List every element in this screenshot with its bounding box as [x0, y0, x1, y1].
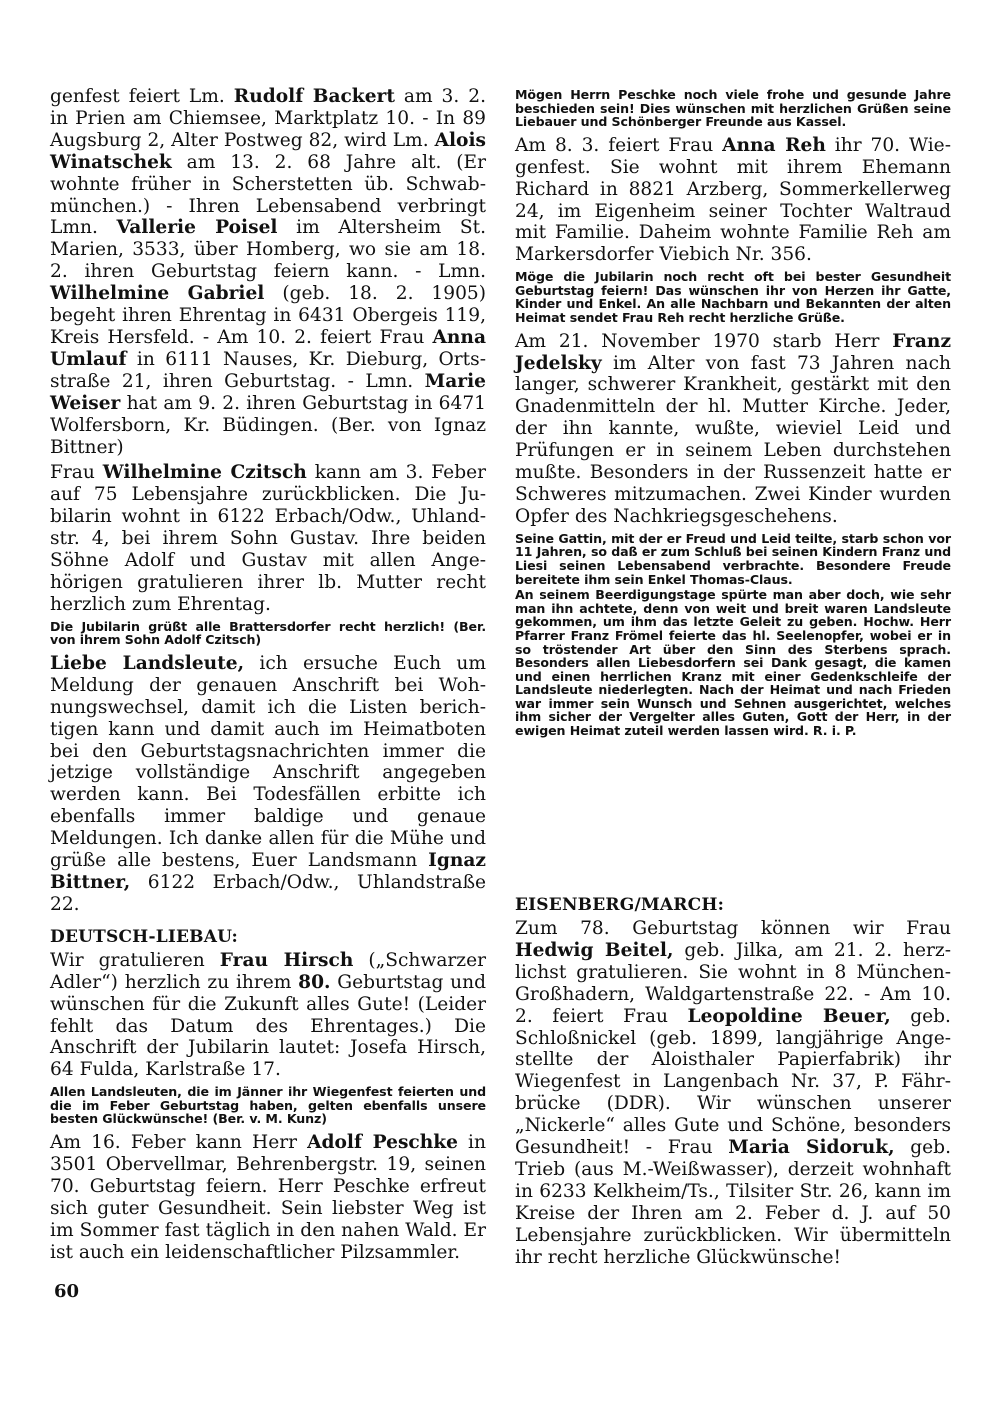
text-segment: An seinem Beerdigungstage spürte man aber doch, wie sehr man ihn achtete, denn von weit und breit waren Landsleute gekommen, um ihm das letzte Geleit zu geben. Hochw. Herr Pfarrer Franz Frömel feierte das hl. Seelenopfer, wobei er in so tröstender Art über den Sinn des Sterbens sprach. Besonders allen Liebesdorfern sei Dank gesagt, die kamen und einen herrlichen Kranz mit einer Gedenkschleife der Landsleute niederlegten. Nach der Heimat und nach Frieden war immer sein Wunsch und Sehnen ausgerichtet, welches ihm sicher der Vergelter alles Guten, Gott der Herr, in der ewigen Heimat zuteil werden lassen wird. R. i. P. [515, 587, 951, 739]
bold-name: Frau Hirsch [219, 949, 354, 971]
text-segment: kann am 3. Feber auf 75 Lebensjahre zurückblicken. Die Jubilarin wohnt in 6122 Erbach/Odw., Uhlandstr. 4, bei ihrem Sohn Gustav. Ihre beiden Söhne Adolf und Gustav mit allen Angehörigen gratulieren ihrer lb. Mutter recht herzlich zum Ehrentag. [50, 462, 486, 615]
bold-name: Liebe Landsleute, [50, 652, 245, 674]
article-paragraph [50, 653, 486, 916]
text-segment: Zum 78. Geburtstag können wir Frau [515, 918, 951, 939]
small-print-paragraph [515, 270, 951, 324]
text-segment: Die Jubilarin grüßt alle Brattersdorfer recht herzlich! (Ber. von ihrem Sohn Adolf Czitsch) [50, 618, 486, 648]
small-print-paragraph [50, 620, 486, 647]
text-segment: hat am 9. 2. ihren Geburtstag in 6471 Wolfersborn, Kr. Büdingen. (Ber. von Ignaz Bittner) [50, 392, 486, 458]
text-segment: Wir gratulieren [50, 949, 220, 971]
bold-name: Vallerie Poisel [116, 217, 278, 239]
bold-name: Alois Winatschek [50, 129, 486, 173]
small-print-paragraph [50, 1085, 486, 1126]
text-segment: (geb. 18. 2. 1905) begeht ihren Ehrentag in 6431 Obergeis 119, Kreis Hersfeld. - Am 10. 2. feiert Frau [50, 283, 486, 348]
bold-name: Maria Sidoruk, [728, 1137, 895, 1159]
right-column [515, 86, 951, 1273]
article-paragraph [515, 918, 951, 1269]
text-segment: geb. Trieb (aus M.-Weißwasser), derzeit wohnhaft in 6233 Kelkheim/Ts., Tilsiter Str. 26, kann im Kreise der Ihren am 2. Feber d. J. auf 50 Lebensjahre zurückblicken. Wir übermitteln ihr recht herzliche Glückwünsche! [515, 1137, 951, 1268]
text-segment: ich ersuche Euch um Meldung der genauen Anschrift bei Wohnungswechsel, damit ich die Listen berichtigen kann und damit auch im Heimatboten bei den Geburtstagsnachrichten immer die jetzige vollständige Anschrift angegeben werden kann. Bei Todesfällen erbitte ich ebenfalls immer baldige und genaue Meldungen. Ich danke allen für die Mühe und grüße alle bestens, Euer Landsmann [50, 652, 487, 872]
article-paragraph [50, 1132, 486, 1263]
article-paragraph [50, 950, 486, 1081]
text-segment: in 6111 Nauses, Kr. Dieburg, Ortsstraße 21, ihren Geburtstag. - Lmn. [50, 348, 486, 392]
text-segment: Frau [50, 462, 103, 484]
bold-name: Leopoldine Beuer, [687, 1005, 891, 1027]
page-number: 60 [54, 1281, 80, 1303]
text-segment: Am 8. 3. feiert Frau [515, 134, 723, 156]
bold-name: Rudolf Backert [233, 86, 395, 107]
text-segment: am 13. 2. 68 Jahre alt. (Er wohnte früher in Scherstetten üb. Schwabmünchen.) - Ihren Lebensabend verbringt Lmn. [50, 151, 486, 239]
text-segment: geb. Schloßnickel (geb. 1899, langjährige Angestellte der Aloisthaler Papierfabrik) ihr Wiegenfest in Langenbach Nr. 37, P. Fährbrücke (DDR). Wir wünschen unserer „Nickerle“ alles Gute und Schöne, besonders Gesundheit! - Frau [515, 1005, 951, 1159]
bold-name: Franz Jedelsky [515, 330, 951, 374]
text-segment: Allen Landsleuten, die im Jänner ihr Wiegenfest feierten und die im Feber Geburtstag haben, gelten ebenfalls unsere besten Glückwünsche! (Ber. v. M. Kunz) [50, 1084, 486, 1127]
bold-name: 80. [298, 971, 331, 993]
bold-name: Adolf Peschke [307, 1132, 458, 1154]
text-segment: Möge die Jubilarin noch recht oft bei bester Gesundheit Geburtstag feiern! Das wünschen ihr von Herzen ihr Gatte, Kinder und Enkel. An alle Nachbarn und Bekannten der alten Heimat sendet Frau Reh recht herzliche Grüße. [515, 269, 951, 325]
text-segment: in 3501 Obervellmar, Behrenbergstr. 19, seinen 70. Geburtstag feiern. Herr Peschke erfreut sich guter Gesundheit. Sein liebster Weg ist im Sommer fast täglich in den nahen Wald. Er ist auch ein leidenschaftlicher Pilzsammler. [50, 1132, 486, 1263]
text-segment: Mögen Herrn Peschke noch viele frohe und gesunde Jahre beschieden sein! Dies wünschen mit herzlichen Grüßen seine Liebauer und Schönberger Freunde aus Kassel. [515, 87, 951, 130]
text-segment: ihr 70. Wiegenfest. Sie wohnt mit ihrem Ehemann Richard in 8821 Arzberg, Sommerkellerweg 24, im Eigenheim seiner Tochter Waltraud mit Familie. Daheim wohnte Familie Reh am Markersdorfer Viebich Nr. 356. [515, 134, 951, 266]
article-paragraph [515, 331, 951, 528]
left-column-bottom [50, 920, 486, 1264]
text-segment: Am 21. November 1970 starb Herr [515, 330, 893, 352]
text-segment: am 3. 2. in Prien am Chiemsee, Marktplatz 10. - In 89 Augsburg 2, Alter Postweg 82, wird Lm. [50, 86, 487, 151]
text-segment: DEUTSCH-LIEBAU: [50, 926, 239, 947]
section-heading [50, 926, 486, 948]
text-segment: („Schwarzer Adler“) herzlich zu ihrem [50, 949, 486, 993]
small-print-paragraph [515, 532, 951, 586]
section-heading [515, 894, 951, 916]
right-column-top [515, 88, 951, 888]
bold-name: Ignaz Bittner, [50, 850, 486, 893]
small-print-paragraph [515, 588, 951, 738]
bold-name: Wilhelmine Czitsch [102, 462, 307, 484]
left-column [50, 86, 486, 1303]
bold-name: Hedwig Beitel, [515, 939, 674, 961]
text-segment: geb. Jilka, am 21. 2. herzlichst gratulieren. Sie wohnt in 8 München-Großhadern, Waldgartenstraße 22. - Am 10. 2. feiert Frau [515, 939, 951, 1027]
small-print-paragraph [515, 88, 951, 129]
text-segment: im Altersheim St. Marien, 3533, über Homberg, wo sie am 18. 2. ihren Geburtstag feiern kann. - Lmn. [50, 217, 486, 283]
bold-name: Wilhelmine Gabriel [50, 283, 265, 305]
text-segment: EISENBERG/MARCH: [515, 895, 725, 915]
article-paragraph [50, 86, 486, 458]
bold-name: Anna Reh [722, 134, 826, 156]
text-segment: im Alter von fast 73 Jahren nach langer, schwerer Krankheit, gestärkt mit den Gnadenmitteln der hl. Mutter Kirche. Jeder, der ihn kannte, wußte, wieviel Leid und Prüfungen er in seinem Leben durchstehen mußte. Besonders in der Russenzeit hatte er Schweres mitzumachen. Zwei Kinder wurden Opfer des Nachkriegsgeschehens. [515, 352, 951, 527]
text-segment: Seine Gattin, mit der er Freud und Leid teilte, starb schon vor 11 Jahren, so daß er zum Schluß bei seinen Kindern Franz und Liesi seinen Lebensabend verbrachte. Besondere Freude bereitete ihm sein Enkel Thomas-Claus. [515, 530, 951, 587]
left-column-top [50, 86, 486, 916]
text-segment: Geburtstag und wünschen für die Zukunft alles Gute! (Leider fehlt das Datum des Ehrentages.) Die Anschrift der Jubilarin lautet: Josefa Hirsch, 64 Fulda, Karlstraße 17. [50, 971, 486, 1081]
text-segment: 6122 Erbach/Odw., Uhlandstraße 22. [50, 872, 486, 915]
bold-name: Anna Umlauf [50, 326, 486, 370]
article-paragraph [50, 462, 486, 615]
text-segment: Am 16. Feber kann Herr [50, 1132, 308, 1154]
text-segment: genfest feiert Lm. [50, 86, 234, 107]
bold-name: Marie Weiser [50, 370, 486, 414]
article-paragraph [515, 135, 951, 266]
right-column-bottom [515, 888, 951, 1269]
